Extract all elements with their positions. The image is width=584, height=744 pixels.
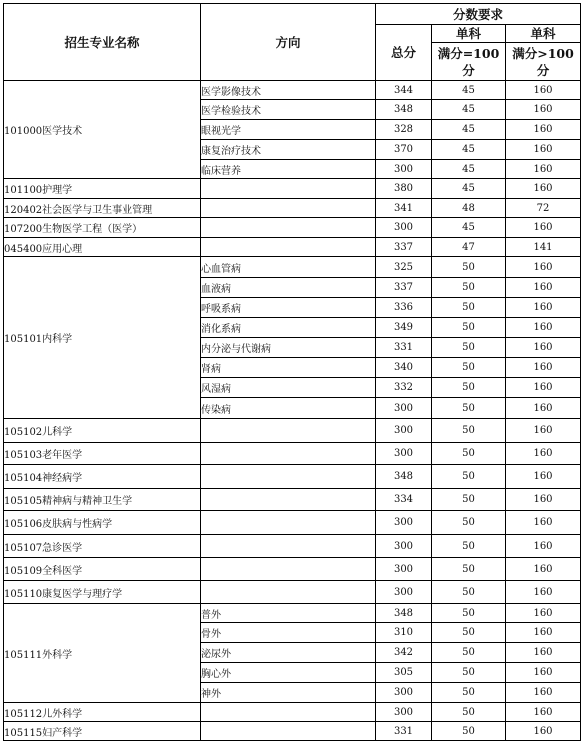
- total-score-cell: 337: [376, 278, 432, 298]
- single-subject-over-100-cell: 160: [506, 683, 581, 703]
- direction-cell: [201, 443, 376, 465]
- direction-cell: 泌尿外: [201, 643, 376, 663]
- table-row: [4, 703, 581, 722]
- single-subject-over-100-cell: 160: [506, 298, 581, 318]
- major-name-cell: 107200生物医学工程（医学）: [4, 218, 201, 238]
- major-name-cell: 105104神经病学: [4, 465, 201, 489]
- direction-cell: [201, 238, 376, 257]
- total-score-cell: 300: [376, 535, 432, 558]
- single-subject-100-cell: 45: [432, 100, 506, 120]
- single-subject-over-100-cell: 160: [506, 663, 581, 683]
- single-subject-over-100-cell: 160: [506, 489, 581, 511]
- table-row: [4, 257, 581, 278]
- single-subject-100-cell: 45: [432, 179, 506, 199]
- single-subject-over-100-cell: 160: [506, 419, 581, 443]
- total-score-cell: 341: [376, 199, 432, 218]
- direction-cell: [201, 703, 376, 722]
- single-subject-over-100-cell: 160: [506, 179, 581, 199]
- score-requirements-table: [3, 3, 581, 741]
- single-subject-over-100-cell: 160: [506, 443, 581, 465]
- single-subject-over-100-cell: 160: [506, 511, 581, 535]
- direction-cell: 内分泌与代谢病: [201, 338, 376, 358]
- major-name-cell: 105107急诊医学: [4, 535, 201, 558]
- single-subject-100-cell: 50: [432, 581, 506, 604]
- total-score-cell: 348: [376, 465, 432, 489]
- single-subject-over-100-cell: 160: [506, 623, 581, 643]
- major-name-cell: 105111外科学: [4, 604, 201, 703]
- single-subject-over-100-cell: 160: [506, 581, 581, 604]
- total-score-cell: 344: [376, 81, 432, 100]
- header-score-requirement: 分数要求: [376, 4, 581, 25]
- header-single-100-rule: 满分=100 分: [432, 43, 506, 81]
- single-subject-100-cell: 45: [432, 160, 506, 179]
- total-score-cell: 300: [376, 581, 432, 604]
- header-single-subject-100: 单科: [432, 25, 506, 43]
- single-subject-100-cell: 50: [432, 257, 506, 278]
- single-subject-100-cell: 50: [432, 558, 506, 581]
- direction-cell: 医学影像技术: [201, 81, 376, 100]
- single-subject-100-cell: 50: [432, 378, 506, 398]
- single-subject-over-100-cell: 160: [506, 140, 581, 160]
- direction-cell: 血液病: [201, 278, 376, 298]
- table-row: [4, 179, 581, 199]
- single-subject-over-100-cell: 160: [506, 218, 581, 238]
- single-subject-over-100-cell: 160: [506, 358, 581, 378]
- major-name-cell: 105109全科医学: [4, 558, 201, 581]
- total-score-cell: 300: [376, 511, 432, 535]
- major-name-cell: 105105精神病与精神卫生学: [4, 489, 201, 511]
- single-subject-100-cell: 45: [432, 140, 506, 160]
- table-row: [4, 238, 581, 257]
- total-score-cell: 331: [376, 722, 432, 741]
- direction-cell: [201, 419, 376, 443]
- single-subject-over-100-cell: 160: [506, 100, 581, 120]
- direction-cell: 呼吸系病: [201, 298, 376, 318]
- table-row: [4, 558, 581, 581]
- total-score-cell: 300: [376, 558, 432, 581]
- total-score-cell: 348: [376, 100, 432, 120]
- total-score-cell: 337: [376, 238, 432, 257]
- total-score-cell: 325: [376, 257, 432, 278]
- direction-cell: 风湿病: [201, 378, 376, 398]
- major-name-cell: 101000医学技术: [4, 81, 201, 179]
- total-score-cell: 300: [376, 218, 432, 238]
- single-subject-over-100-cell: 160: [506, 604, 581, 623]
- major-name-cell: 105112儿外科学: [4, 703, 201, 722]
- total-score-cell: 300: [376, 703, 432, 722]
- single-subject-100-cell: 50: [432, 604, 506, 623]
- single-subject-over-100-cell: 160: [506, 398, 581, 419]
- direction-cell: 神外: [201, 683, 376, 703]
- single-subject-over-100-cell: 160: [506, 465, 581, 489]
- direction-cell: 康复治疗技术: [201, 140, 376, 160]
- direction-cell: 胸心外: [201, 663, 376, 683]
- direction-cell: 临床营养: [201, 160, 376, 179]
- header-major-name: 招生专业名称: [4, 4, 201, 81]
- total-score-cell: 300: [376, 419, 432, 443]
- direction-cell: [201, 535, 376, 558]
- total-score-cell: 300: [376, 443, 432, 465]
- single-subject-100-cell: 45: [432, 81, 506, 100]
- table-row: [4, 443, 581, 465]
- major-name-cell: 105103老年医学: [4, 443, 201, 465]
- direction-cell: [201, 218, 376, 238]
- single-subject-100-cell: 50: [432, 511, 506, 535]
- header-single-subject-over-100: 单科: [506, 25, 581, 43]
- single-subject-over-100-cell: 141: [506, 238, 581, 257]
- direction-cell: [201, 489, 376, 511]
- direction-cell: 消化系病: [201, 318, 376, 338]
- total-score-cell: 300: [376, 160, 432, 179]
- direction-cell: [201, 722, 376, 741]
- table-row: [4, 581, 581, 604]
- single-subject-over-100-cell: 160: [506, 722, 581, 741]
- single-subject-100-cell: 50: [432, 703, 506, 722]
- single-subject-100-cell: 50: [432, 298, 506, 318]
- table-row: [4, 722, 581, 741]
- direction-cell: 传染病: [201, 398, 376, 419]
- single-subject-over-100-cell: 160: [506, 338, 581, 358]
- direction-cell: [201, 511, 376, 535]
- single-subject-100-cell: 50: [432, 318, 506, 338]
- table-row: [4, 535, 581, 558]
- single-subject-100-cell: 50: [432, 489, 506, 511]
- single-subject-over-100-cell: 72: [506, 199, 581, 218]
- single-subject-100-cell: 45: [432, 218, 506, 238]
- total-score-cell: 334: [376, 489, 432, 511]
- table-body: [4, 81, 581, 741]
- single-subject-over-100-cell: 160: [506, 318, 581, 338]
- direction-cell: 眼视光学: [201, 120, 376, 140]
- single-subject-over-100-cell: 160: [506, 558, 581, 581]
- table-row: [4, 199, 581, 218]
- direction-cell: [201, 179, 376, 199]
- table-row: [4, 604, 581, 623]
- single-subject-over-100-cell: 160: [506, 278, 581, 298]
- single-subject-100-cell: 50: [432, 443, 506, 465]
- major-name-cell: 105101内科学: [4, 257, 201, 419]
- single-subject-100-cell: 50: [432, 683, 506, 703]
- single-subject-100-cell: 50: [432, 419, 506, 443]
- total-score-cell: 305: [376, 663, 432, 683]
- single-subject-100-cell: 50: [432, 663, 506, 683]
- score-table-page: [3, 3, 580, 742]
- single-subject-over-100-cell: 160: [506, 120, 581, 140]
- total-score-cell: 349: [376, 318, 432, 338]
- single-subject-100-cell: 50: [432, 338, 506, 358]
- major-name-cell: 105110康复医学与理疗学: [4, 581, 201, 604]
- total-score-cell: 342: [376, 643, 432, 663]
- header-single-over-100-rule: 满分>100 分: [506, 43, 581, 81]
- direction-cell: [201, 558, 376, 581]
- single-subject-100-cell: 45: [432, 120, 506, 140]
- table-row: [4, 419, 581, 443]
- single-subject-100-cell: 50: [432, 465, 506, 489]
- total-score-cell: 336: [376, 298, 432, 318]
- table-row: [4, 511, 581, 535]
- single-subject-100-cell: 50: [432, 535, 506, 558]
- total-score-cell: 300: [376, 398, 432, 419]
- table-row: [4, 81, 581, 100]
- total-score-cell: 332: [376, 378, 432, 398]
- single-subject-over-100-cell: 160: [506, 378, 581, 398]
- direction-cell: 普外: [201, 604, 376, 623]
- single-subject-over-100-cell: 160: [506, 703, 581, 722]
- table-row: [4, 218, 581, 238]
- single-subject-100-cell: 50: [432, 278, 506, 298]
- major-name-cell: 105102儿科学: [4, 419, 201, 443]
- direction-cell: [201, 581, 376, 604]
- major-name-cell: 045400应用心理: [4, 238, 201, 257]
- single-subject-100-cell: 48: [432, 199, 506, 218]
- total-score-cell: 348: [376, 604, 432, 623]
- table-row: [4, 489, 581, 511]
- total-score-cell: 340: [376, 358, 432, 378]
- total-score-cell: 380: [376, 179, 432, 199]
- single-subject-over-100-cell: 160: [506, 81, 581, 100]
- table-row: [4, 465, 581, 489]
- total-score-cell: 300: [376, 683, 432, 703]
- single-subject-over-100-cell: 160: [506, 257, 581, 278]
- total-score-cell: 331: [376, 338, 432, 358]
- total-score-cell: 310: [376, 623, 432, 643]
- header-direction: 方向: [201, 4, 376, 81]
- direction-cell: 心血管病: [201, 257, 376, 278]
- direction-cell: 骨外: [201, 623, 376, 643]
- major-name-cell: 105115妇产科学: [4, 722, 201, 741]
- total-score-cell: 328: [376, 120, 432, 140]
- single-subject-over-100-cell: 160: [506, 535, 581, 558]
- single-subject-100-cell: 50: [432, 623, 506, 643]
- single-subject-100-cell: 47: [432, 238, 506, 257]
- header-total-score: 总分: [376, 25, 432, 81]
- single-subject-over-100-cell: 160: [506, 160, 581, 179]
- major-name-cell: 101100护理学: [4, 179, 201, 199]
- direction-cell: 肾病: [201, 358, 376, 378]
- major-name-cell: 105106皮肤病与性病学: [4, 511, 201, 535]
- single-subject-100-cell: 50: [432, 643, 506, 663]
- total-score-cell: 370: [376, 140, 432, 160]
- single-subject-100-cell: 50: [432, 398, 506, 419]
- direction-cell: [201, 465, 376, 489]
- major-name-cell: 120402社会医学与卫生事业管理: [4, 199, 201, 218]
- direction-cell: 医学检验技术: [201, 100, 376, 120]
- single-subject-over-100-cell: 160: [506, 643, 581, 663]
- direction-cell: [201, 199, 376, 218]
- single-subject-100-cell: 50: [432, 358, 506, 378]
- single-subject-100-cell: 50: [432, 722, 506, 741]
